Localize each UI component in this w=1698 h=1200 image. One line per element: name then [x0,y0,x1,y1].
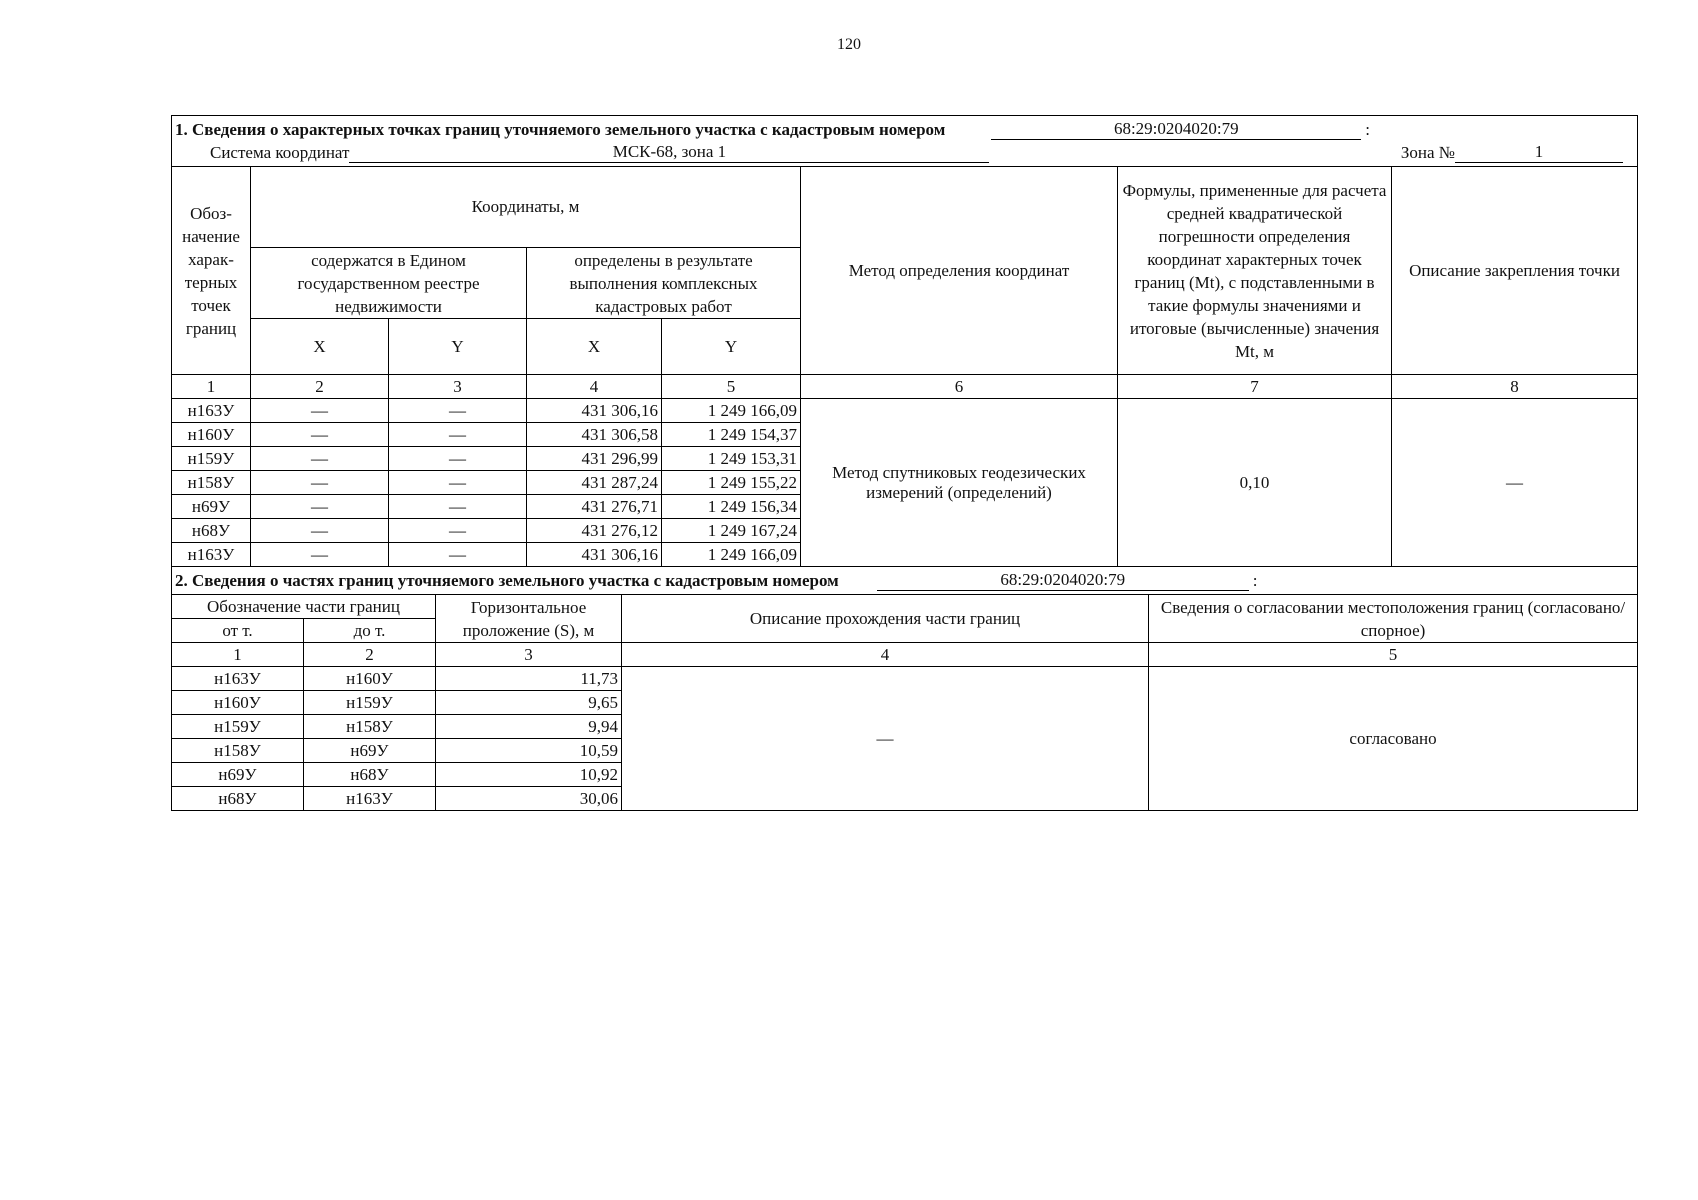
description-value: — [622,667,1149,811]
x2-value: 431 276,12 [527,519,662,543]
horizontal-value: 11,73 [436,667,622,691]
cadastral-document [171,115,1637,811]
header-y2: Y [662,319,801,375]
x1-value: — [251,519,389,543]
point-name: н160У [172,423,251,447]
x2-value: 431 276,71 [527,495,662,519]
from-point: н163У [172,667,304,691]
point-name: н163У [172,399,251,423]
to-point: н160У [304,667,436,691]
x1-value: — [251,543,389,567]
horizontal-value: 10,59 [436,739,622,763]
header-x1: X [251,319,389,375]
x2-value: 431 287,24 [527,471,662,495]
method-value: Метод спутниковых геодезических измерений (определений) [801,399,1118,567]
from-point: н158У [172,739,304,763]
section2-title: 2. Сведения о частях границ уточняемого земельного участка с кадастровым номером [175,571,839,590]
col-number: 3 [389,375,527,399]
horizontal-value: 9,65 [436,691,622,715]
col-number: 5 [1149,643,1638,667]
col-number: 2 [251,375,389,399]
x1-value: — [251,423,389,447]
from-point: н68У [172,787,304,811]
header-agreement: Сведения о согласовании местоположения границ (согласовано/спорное) [1149,595,1638,643]
header-horizontal: Горизонтальное проложение (S), м [436,595,622,643]
page-number: 120 [837,36,861,53]
header-method: Метод определения координат [801,167,1118,375]
col-number: 2 [304,643,436,667]
table-row [172,399,1638,423]
section2-table [171,566,1638,811]
to-point: н68У [304,763,436,787]
y1-value: — [389,423,527,447]
x2-value: 431 306,58 [527,423,662,447]
point-name: н68У [172,519,251,543]
y2-value: 1 249 156,34 [662,495,801,519]
y1-value: — [389,519,527,543]
header-to: до т. [304,619,436,643]
point-name: н158У [172,471,251,495]
section1-table [171,115,1638,567]
x2-value: 431 306,16 [527,399,662,423]
section1-colon: : [1365,119,1371,139]
col-number: 6 [801,375,1118,399]
y1-value: — [389,471,527,495]
point-name: н163У [172,543,251,567]
to-point: н163У [304,787,436,811]
coord-system-value: МСК-68, зона 1 [349,142,989,163]
y2-value: 1 249 166,09 [662,399,801,423]
header-x2: X [527,319,662,375]
header-from: от т. [172,619,304,643]
col-number: 4 [527,375,662,399]
section1-title-row [172,116,1638,141]
fixing-value: — [1392,399,1638,567]
x2-value: 431 306,16 [527,543,662,567]
col-number: 5 [662,375,801,399]
col-number: 1 [172,375,251,399]
header-designation: Обоз-начение харак-терных точек границ [172,167,251,375]
horizontal-value: 10,92 [436,763,622,787]
from-point: н69У [172,763,304,787]
to-point: н159У [304,691,436,715]
col-number: 3 [436,643,622,667]
x1-value: — [251,471,389,495]
header-part-designation: Обозначение части границ [172,595,436,619]
header-in-egrn: содержатся в Едином государственном реестре недвижимости [251,248,527,319]
x1-value: — [251,447,389,471]
table-row [172,667,1638,691]
to-point: н158У [304,715,436,739]
agreement-value: согласовано [1149,667,1638,811]
header-coordinates: Координаты, м [251,167,801,248]
header-determined: определены в результате выполнения комплексных кадастровых работ [527,248,801,319]
horizontal-value: 30,06 [436,787,622,811]
section2-colon: : [1252,571,1258,590]
section2-title-row [172,567,1638,595]
y1-value: — [389,399,527,423]
y2-value: 1 249 166,09 [662,543,801,567]
to-point: н69У [304,739,436,763]
point-name: н159У [172,447,251,471]
header-formulas: Формулы, примененные для расчета средней квадратической погрешности определения координат характерных точек границ (Mt), с подставленными в такие формулы значениями и итоговые (вычисленные) значения Mt, м [1118,167,1392,375]
section1-cadastral-number: 68:29:0204020:79 [991,119,1361,140]
y2-value: 1 249 167,24 [662,519,801,543]
from-point: н159У [172,715,304,739]
col-number: 1 [172,643,304,667]
y2-value: 1 249 155,22 [662,471,801,495]
col-number: 4 [622,643,1149,667]
y2-value: 1 249 154,37 [662,423,801,447]
section1-title: 1. Сведения о характерных точках границ уточняемого земельного участка с кадастровым номером [175,119,946,139]
header-y1: Y [389,319,527,375]
x1-value: — [251,399,389,423]
coord-system-row [172,140,1638,167]
mt-value: 0,10 [1118,399,1392,567]
header-fixing: Описание закрепления точки [1392,167,1638,375]
zone-label: Зона № [1400,142,1456,162]
coord-system-label: Система координат [210,142,350,162]
section2-cadastral-number: 68:29:0204020:79 [877,570,1249,591]
y2-value: 1 249 153,31 [662,447,801,471]
y1-value: — [389,495,527,519]
point-name: н69У [172,495,251,519]
col-number: 7 [1118,375,1392,399]
horizontal-value: 9,94 [436,715,622,739]
y1-value: — [389,447,527,471]
from-point: н160У [172,691,304,715]
col-number: 8 [1392,375,1638,399]
zone-value: 1 [1455,142,1623,163]
header-description: Описание прохождения части границ [622,595,1149,643]
y1-value: — [389,543,527,567]
x2-value: 431 296,99 [527,447,662,471]
x1-value: — [251,495,389,519]
